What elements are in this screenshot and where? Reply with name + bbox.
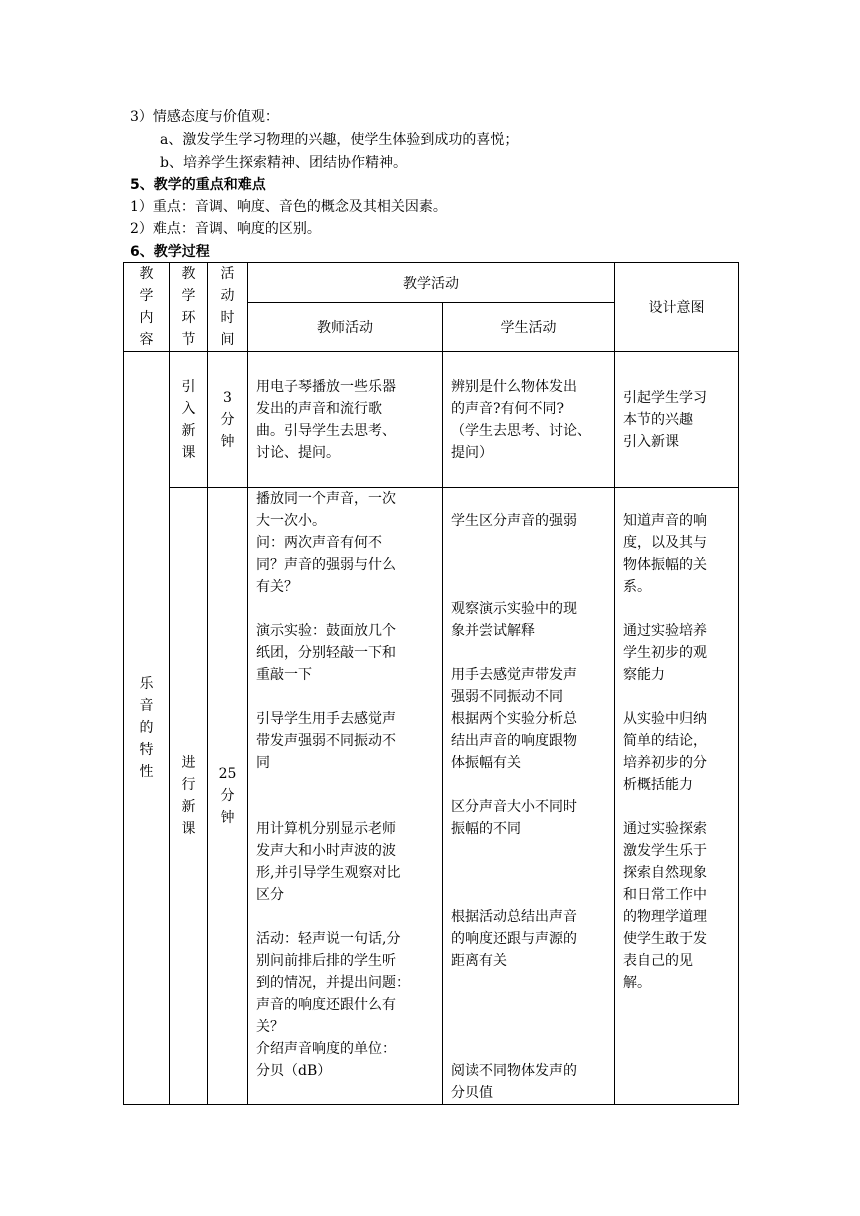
row2-intent-line: 的物理学道理	[623, 909, 707, 925]
row1-student-line: 的声音?有何不同?	[451, 400, 565, 417]
row2-intent-line: 和日常工作中	[623, 887, 707, 903]
row1-stage-char: 入	[181, 400, 196, 417]
row2-stage-cell	[170, 488, 208, 1105]
row2-teacher-line: 活动：轻声说一句话,分	[256, 931, 401, 947]
header-content-cell	[124, 263, 170, 352]
row2-student-line: 强弱不同振动不同	[451, 689, 563, 705]
row2-intent-line: 简单的结论，	[623, 733, 707, 749]
row2-teacher-line: 引导学生用手去感觉声	[256, 711, 396, 727]
row2-student-line: 分贝值	[451, 1085, 493, 1101]
row2-intent-line: 察能力	[623, 667, 665, 683]
row2-time-char: 分	[220, 788, 235, 804]
attitude-item-b: b、培养学生探索精神、团结协作精神。	[160, 155, 407, 171]
header-teacher-cell	[248, 303, 443, 352]
header-content-char: 教	[139, 266, 154, 282]
header-student-cell	[443, 303, 615, 352]
row1-teacher-line: 发出的声音和流行歌	[256, 400, 382, 417]
row2-intent-spacer	[623, 796, 730, 818]
row1-intent-line: 本节的兴趣	[623, 411, 693, 428]
row2-student-spacer	[451, 840, 606, 906]
content-label-char: 音	[139, 698, 154, 714]
key-point-text: 1）重点：音调、响度、音色的概念及其相关因素。	[130, 199, 447, 215]
header-student-label: 学生活动	[500, 320, 557, 337]
row2-teacher-line: 重敲一下	[256, 667, 312, 683]
row2-intent-line: 探索自然现象	[623, 865, 707, 881]
row2-teacher-line: 用计算机分别显示老师	[256, 821, 396, 837]
row1-teacher-line: 曲。引导学生去思考、	[256, 422, 396, 439]
row2-intent-cell	[615, 488, 739, 1105]
row2-teacher-line: 同？声音的强弱与什么	[256, 557, 396, 573]
header-time-char: 动	[220, 288, 235, 304]
content-label-char: 特	[139, 742, 154, 758]
row2-intent-line: 度，以及其与	[623, 535, 707, 551]
row2-time-char: 钟	[220, 810, 235, 826]
row2-teacher-line: 发声大和小时声波的波	[256, 843, 396, 859]
row2-student-spacer	[451, 642, 606, 664]
row2-intent-line: 通过实验培养	[623, 623, 707, 639]
row2-teacher-line: 别问前排后排的学生听	[256, 953, 396, 969]
row2-student-spacer	[451, 972, 606, 1060]
row2-teacher-spacer	[256, 598, 434, 620]
section-6-heading: 6、教学过程	[130, 244, 210, 260]
row2-time-char: 25	[218, 766, 237, 782]
header-stage-char: 学	[181, 288, 196, 304]
row2-teacher-spacer	[256, 686, 434, 708]
row2-student-line: 的响度还跟与声源的	[451, 931, 577, 947]
row2-teacher-spacer	[256, 906, 434, 928]
row2-teacher-line: 同	[256, 755, 270, 771]
row2-teacher-line: 带发声强弱不同振动不	[256, 733, 396, 749]
row1-student-line: 辨别是什么物体发出	[451, 378, 577, 395]
header-stage-cell	[170, 263, 208, 352]
row2-student-line: 学生区分声音的强弱	[451, 513, 577, 529]
row2-teacher-line: 演示实验：鼓面放几个	[256, 623, 396, 639]
header-activity-cell	[248, 263, 615, 303]
row2-intent-line: 系。	[623, 579, 651, 595]
header-content-char: 学	[139, 288, 154, 304]
row2-teacher-spacer	[256, 774, 434, 818]
row2-intent-spacer	[623, 686, 730, 708]
attitude-item-a: a、激发学生学习物理的兴趣，使学生体验到成功的喜悦；	[160, 132, 519, 148]
row2-teacher-line: 有关？	[256, 579, 298, 595]
row2-intent-line: 激发学生乐于	[623, 843, 707, 859]
row1-stage-cell	[170, 352, 208, 488]
row2-student-spacer	[451, 488, 606, 510]
row1-stage-char: 新	[181, 422, 196, 439]
row2-teacher-line: 大一次小。	[256, 513, 326, 529]
row2-intent-line: 从实验中归纳	[623, 711, 707, 727]
row2-intent-line: 通过实验探索	[623, 821, 707, 837]
header-teacher-label: 教师活动	[317, 320, 373, 337]
content-label-cell	[124, 352, 170, 1105]
row2-teacher-line: 纸团，分别轻敲一下和	[256, 645, 396, 661]
row1-time-char: 3	[223, 389, 232, 406]
row1-intent-cell	[615, 352, 739, 488]
row1-intent-line: 引入新课	[623, 433, 679, 450]
row2-intent-spacer	[623, 488, 730, 510]
row2-teacher-line: 到的情况，并提出问题：	[256, 975, 410, 991]
row2-intent-line: 析概括能力	[623, 777, 693, 793]
row2-teacher-line: 区分	[256, 887, 284, 903]
header-activity-label: 教学活动	[403, 275, 459, 292]
row2-stage-char: 行	[181, 777, 196, 793]
header-content-char: 容	[139, 332, 154, 348]
row2-student-line: 振幅的不同	[451, 821, 521, 837]
row1-stage-char: 课	[181, 444, 196, 461]
row2-stage-char: 课	[181, 821, 196, 837]
row1-time-char: 钟	[220, 433, 235, 450]
teaching-process-table	[123, 262, 739, 1105]
difficulty-text: 2）难点：音调、响度的区别。	[130, 221, 321, 237]
row2-stage-char: 进	[181, 755, 196, 771]
header-time-char: 间	[220, 332, 235, 348]
header-stage-char: 环	[181, 310, 196, 326]
row2-teacher-cell	[248, 488, 443, 1105]
row2-student-line: 根据两个实验分析总	[451, 711, 577, 727]
row2-student-line: 体振幅有关	[451, 755, 521, 771]
row1-student-line: （学生去思考、讨论、	[451, 422, 591, 439]
header-time-cell	[208, 263, 248, 352]
content-label-char: 性	[139, 764, 154, 780]
row2-student-line: 距离有关	[451, 953, 507, 969]
row1-teacher-cell	[248, 352, 443, 488]
row1-teacher-line: 讨论、提问。	[256, 444, 340, 461]
row2-student-spacer	[451, 774, 606, 796]
row1-intent-line: 引起学生学习	[623, 389, 707, 406]
row2-student-cell	[443, 488, 615, 1105]
row2-teacher-line: 分贝（dB）	[256, 1063, 332, 1079]
row1-student-line: 提问）	[451, 444, 493, 461]
row2-student-line: 用手去感觉声带发声	[451, 667, 577, 683]
row2-intent-line: 培养初步的分	[623, 755, 707, 771]
row2-student-line: 阅读不同物体发声的	[451, 1063, 577, 1079]
row2-stage-char: 新	[181, 799, 196, 815]
row2-time-cell	[208, 488, 248, 1105]
row2-student-line: 区分声音大小不同时	[451, 799, 577, 815]
row2-student-line: 象并尝试解释	[451, 623, 535, 639]
row2-teacher-line: 形,并引导学生观察对比	[256, 865, 401, 881]
row1-time-char: 分	[220, 411, 235, 428]
row2-intent-line: 使学生敢于发	[623, 931, 707, 947]
row2-teacher-line: 声音的响度还跟什么有	[256, 997, 396, 1013]
section-5-heading: 5、教学的重点和难点	[130, 177, 266, 193]
row2-intent-spacer	[623, 598, 730, 620]
row1-student-cell	[443, 352, 615, 488]
row1-teacher-line: 用电子琴播放一些乐器	[256, 378, 396, 395]
header-intent-cell	[615, 263, 739, 352]
row2-teacher-line: 关？	[256, 1019, 284, 1035]
row1-time-cell	[208, 352, 248, 488]
header-stage-char: 教	[181, 266, 196, 282]
row2-intent-line: 学生初步的观	[623, 645, 707, 661]
row2-teacher-line: 播放同一个声音，一次	[256, 491, 396, 507]
header-content-char: 内	[139, 310, 154, 326]
row2-intent-line: 物体振幅的关	[623, 557, 707, 573]
row2-student-line: 观察演示实验中的现	[451, 601, 577, 617]
header-intent-label: 设计意图	[648, 300, 705, 316]
row2-teacher-line: 介绍声音响度的单位：	[256, 1041, 396, 1057]
content-label-char: 的	[139, 720, 154, 736]
row2-intent-line: 表自己的见	[623, 953, 693, 969]
attitude-heading: 3）情感态度与价值观：	[130, 109, 279, 125]
header-time-char: 活	[220, 266, 235, 282]
row2-student-line: 结出声音的响度跟物	[451, 733, 577, 749]
header-stage-char: 节	[181, 332, 196, 348]
row2-student-line: 根据活动总结出声音	[451, 909, 577, 925]
header-time-char: 时	[220, 310, 235, 326]
row2-student-spacer	[451, 532, 606, 598]
content-label-char: 乐	[139, 676, 154, 692]
row2-intent-line: 解。	[623, 975, 651, 991]
row2-teacher-line: 问：两次声音有何不	[256, 535, 382, 551]
row2-intent-line: 知道声音的响	[623, 513, 707, 529]
row1-stage-char: 引	[181, 378, 196, 395]
